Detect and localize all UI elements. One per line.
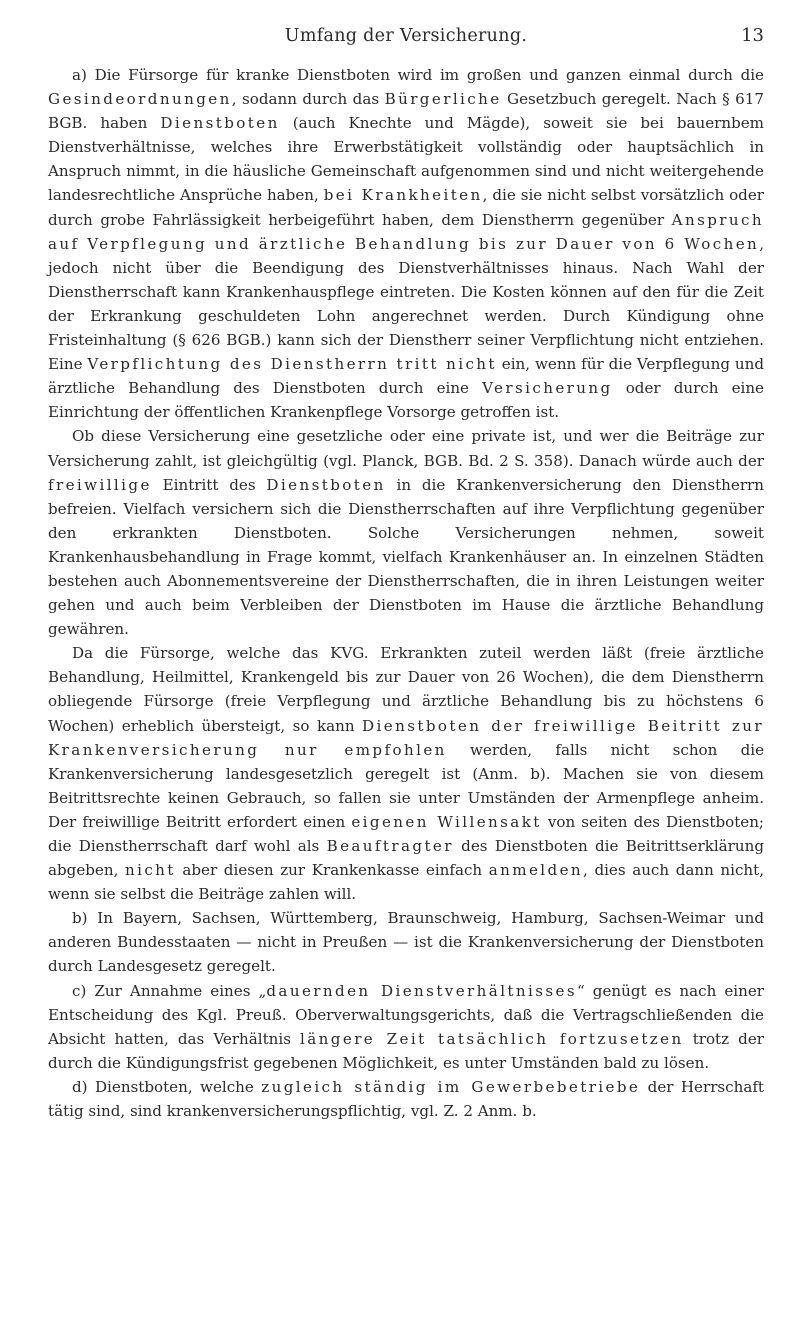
text-run: b) In Bayern, Sachsen, Württemberg, Braunschweig, Hamburg, Sachsen-Weimar und anderen Bundesstaaten — nicht in Preußen — ist die Krankenversicherung der Dienstboten durch Landesgesetz geregelt. [48, 909, 764, 976]
paragraph-a-third [48, 641, 764, 906]
text-run: werden, falls nicht schon die Krankenversicherung landesgesetzlich geregelt ist (Anm. b). Machen sie von diesem Beitrittsrechte keinen Gebrauch, so fallen sie unter Umständen der Armenpflege anheim. Der freiwillige Beitritt erfordert einen [48, 740, 764, 831]
page-number: 13 [741, 25, 764, 46]
document-body [48, 63, 764, 1123]
emphasized-text: Gesindeordnungen [48, 90, 232, 109]
paragraph-c [48, 979, 764, 1075]
paragraph-b [48, 906, 764, 978]
emphasized-text: bei Krankheiten [323, 186, 483, 205]
text-run: Gesetzbuch geregelt. Nach § 617 BGB. haben [48, 90, 764, 133]
text-run: Eintritt des [151, 475, 267, 494]
text-run: aber diesen zur Krankenkasse einfach [175, 861, 489, 880]
text-run: c) Zur Annahme eines „ [72, 981, 267, 1000]
running-title: Umfang der Versicherung. [284, 26, 528, 46]
text-run: , sodann durch das [231, 90, 385, 109]
text-run: “ genügt es nach einer Entscheidung des Kgl. Preuß. Oberverwaltungsgerichts, daß die Vertragschließenden die Absicht hatten, das Verhältnis [48, 981, 764, 1048]
text-run: oder durch eine Einrichtung der öffentlichen Krankenpflege Vorsorge getroffen ist. [48, 379, 764, 422]
emphasized-text: Versicherung [482, 379, 613, 398]
emphasized-text: Verpflichtung des Dienstherrn tritt nicht [87, 355, 497, 374]
text-run: , die sie nicht selbst vorsätzlich oder durch grobe Fahrlässigkeit herbeigeführt haben, dem Dienstherrn gegenüber [48, 186, 764, 229]
paragraph-a-continued [48, 424, 764, 641]
paragraph-a [48, 63, 764, 424]
text-run: , jedoch nicht über die Beendigung des Dienstverhältnisses hinaus. Nach Wahl der Dienstherrschaft kann Krankenhauspflege eintreten. Die Kosten können auf den für die Zeit der Erkrankung geschuldeten Lohn angerechnet werden. Durch Kündigung ohne Fristeinhaltung (§ 626 BGB.) kann sich der Dienstherr seiner Verpflichtung nicht entziehen. Eine [48, 234, 764, 374]
emphasized-text: nicht [124, 861, 176, 880]
emphasized-text: dauernden Dienstverhältnisses [266, 981, 578, 1000]
text-run: Ob diese Versicherung eine gesetzliche oder eine private ist, und wer die Beiträge zur Versicherung zahlt, ist gleichgültig (vgl. Planck, BGB. Bd. 2 S. 358). Danach würde auch der [48, 427, 764, 470]
emphasized-text: Anspruch auf Verpflegung und ärztliche Behandlung bis zur Dauer von 6 Wochen [48, 210, 764, 253]
text-run: in die Krankenversicherung den Dienstherrn befreien. Vielfach versichern sich die Dienstherrschaften auf ihre Verpflichtung gegenüber den erkrankten Dienstboten. Solche Versicherungen nehmen, soweit Krankenhausbehandlung in Frage kommt, vielfach Krankenhäuser an. In einzelnen Städten bestehen auch Abonnementsvereine der Dienstherrschaften, die in ihren Leistungen weiter gehen und auch beim Verbleiben der Dienstboten im Hause die ärztliche Behandlung gewähren. [48, 475, 764, 639]
text-run: der Herrschaft tätig sind, sind krankenversicherungspflichtig, vgl. Z. 2 Anm. b. [48, 1077, 764, 1121]
document-page [48, 0, 764, 1321]
emphasized-text: längere Zeit tatsächlich fortzusetzen [300, 1029, 684, 1048]
text-run: ein, wenn für die Verpflegung und ärztliche Behandlung des Dienstboten durch eine [48, 355, 765, 398]
emphasized-text: Dienstboten [160, 114, 280, 133]
text-run: trotz der durch die Kündigungsfrist gegebenen Möglichkeit, es unter Umständen bald zu lösen. [48, 1029, 764, 1072]
text-run: a) Die Fürsorge für kranke Dienstboten wird im großen und ganzen einmal durch die [72, 66, 764, 84]
emphasized-text: eigenen Willensakt [351, 812, 542, 831]
emphasized-text: Dienstboten der freiwillige Beitritt zur Krankenversicherung nur empfohlen [48, 716, 765, 759]
text-run: des Dienstboten die Beitrittserklärung abgeben, [48, 837, 764, 880]
text-run: Da die Fürsorge, welche das KVG. Erkrankten zuteil werden läßt (freie ärztliche Behandlung, Heilmittel, Krankengeld bis zur Dauer von 26 Wochen), die dem Dienstherrn obliegende Fürsorge (freie Verpflegung und ärztliche Behandlung bis zu höchstens 6 Wochen) erheblich übersteigt, so kann [48, 644, 764, 735]
emphasized-text: Dienstboten [266, 475, 386, 494]
emphasized-text: Beauftragter [326, 837, 454, 855]
emphasized-text: Bürgerliche [384, 90, 502, 109]
paragraph-d [48, 1075, 764, 1123]
text-run: d) Dienstboten, welche [72, 1077, 262, 1096]
page-header [48, 20, 764, 50]
emphasized-text: anmelden [488, 861, 584, 880]
text-run: (auch Knechte und Mägde), soweit sie bei bauernbem Dienstverhältnisse, welches ihre Erwerbstätigkeit vollständig oder hauptsächlich in Anspruch nimmt, in die häusliche Gemeinschaft aufgenommen sind und nicht weitergehende landesrechtliche Ansprüche haben, [48, 114, 764, 205]
emphasized-text: freiwillige [48, 475, 152, 494]
text-run: von seiten des Dienstboten; die Dienstherrschaft darf wohl als [48, 812, 765, 855]
emphasized-text: zugleich ständig im Gewerbebetriebe [261, 1077, 641, 1096]
text-run: , dies auch dann nicht, wenn sie selbst die Beiträge zahlen will. [48, 861, 764, 904]
